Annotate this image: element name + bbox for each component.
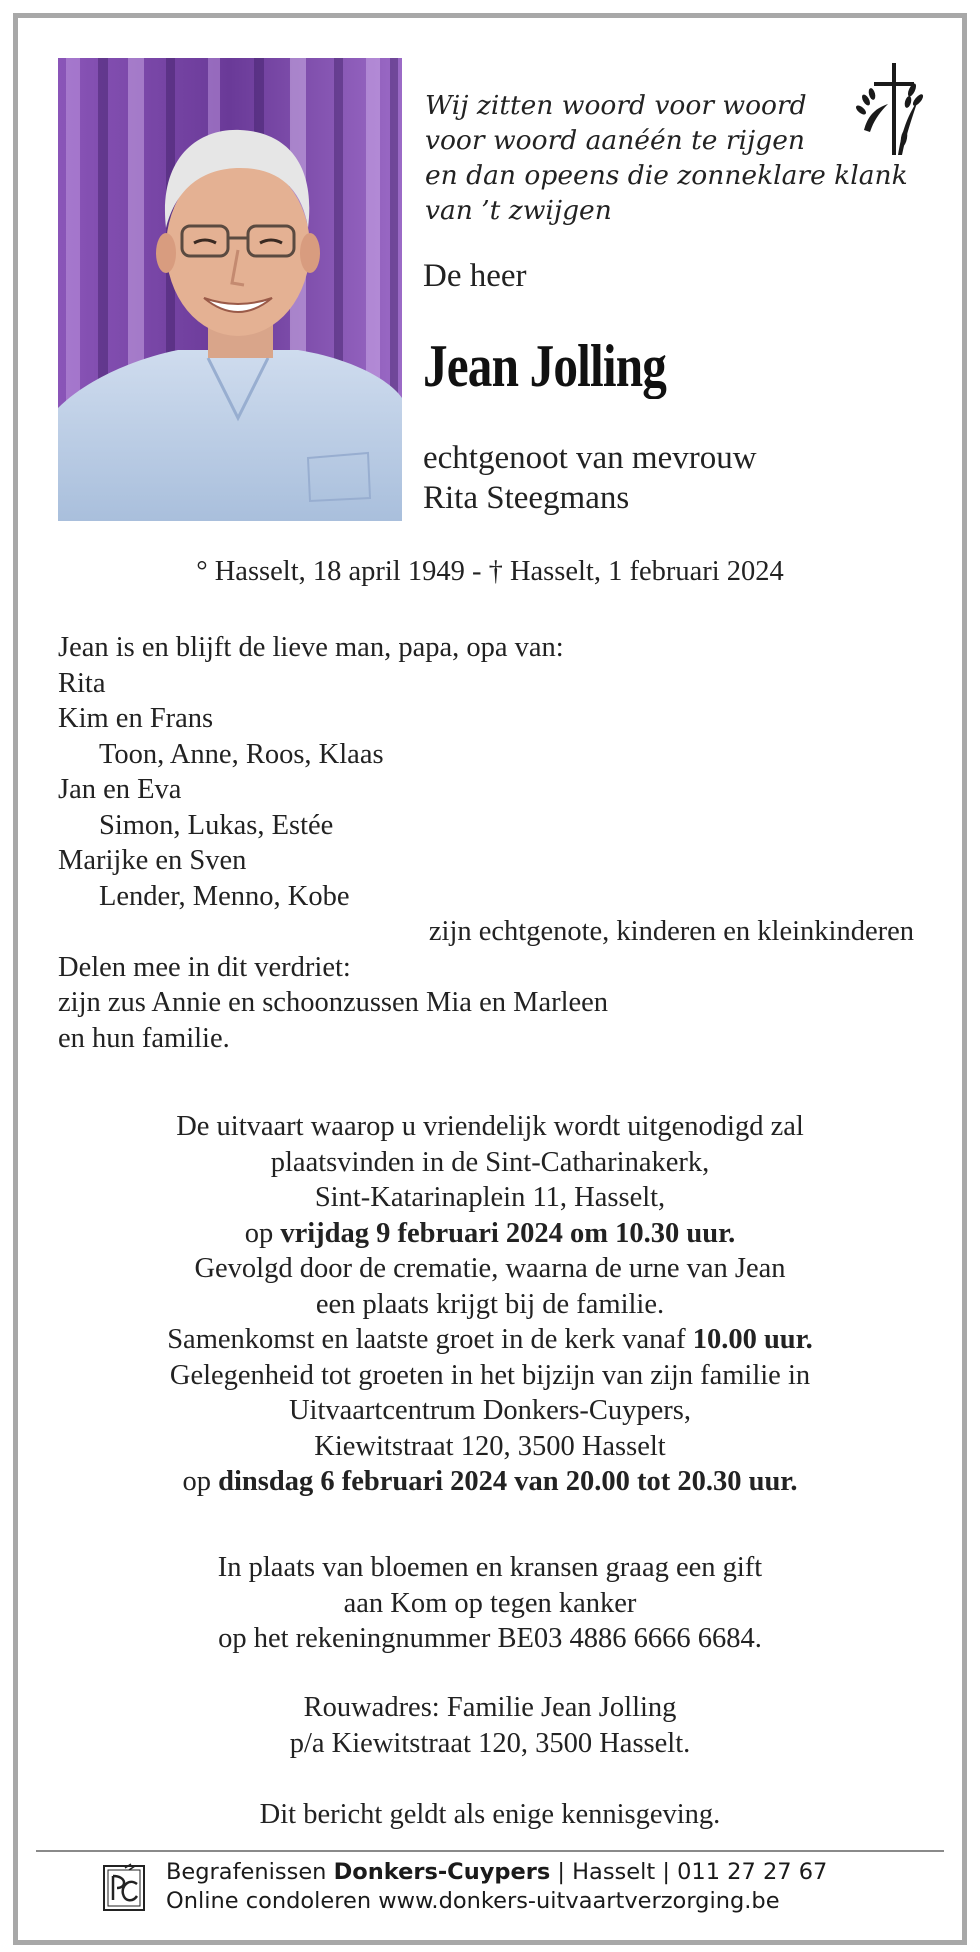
family-line: Jan en Eva xyxy=(58,774,182,805)
donkers-cuypers-logo xyxy=(101,1862,147,1914)
poem xyxy=(425,88,908,228)
visitation-prefix: op xyxy=(182,1466,219,1497)
poem-line: en dan opeens die zonneklare klank xyxy=(425,160,908,191)
footer-company-prefix: Begrafenissen xyxy=(166,1859,334,1885)
notice xyxy=(0,1797,980,1833)
funeral-line: Gelegenheid tot groeten in het bijzijn van zijn familie in xyxy=(169,1359,811,1391)
funeral-date-prefix: op xyxy=(244,1217,281,1249)
honorific: De heer xyxy=(423,258,527,294)
spouse-info xyxy=(423,438,757,518)
portrait-photo xyxy=(58,58,402,521)
spouse-line: echtgenoot van mevrouw xyxy=(423,440,757,476)
funeral-line: Uitvaartcentrum Donkers-Cuypers, xyxy=(288,1395,692,1426)
mourning-address xyxy=(0,1690,980,1761)
donation-line: op het rekeningnummer BE03 4886 6666 6684. xyxy=(218,1623,762,1654)
funeral-line: Kiewitstraat 120, 3500 Hasselt xyxy=(314,1430,666,1462)
family-intro: Jean is en blijft de lieve man, papa, opa van: xyxy=(58,632,564,663)
funeral-line: een plaats krijgt bij de familie. xyxy=(315,1288,665,1320)
family-list xyxy=(58,630,918,1056)
family-line: en hun familie. xyxy=(58,1022,230,1054)
address-line: p/a Kiewitstraat 120, 3500 Hasselt. xyxy=(289,1727,691,1759)
visitation-time: dinsdag 6 februari 2024 van 20.00 tot 20.30 uur. xyxy=(218,1466,798,1497)
footer-line-company xyxy=(166,1858,827,1887)
footer-contact: | Hasselt | 011 27 27 67 xyxy=(550,1859,828,1885)
funeral-line: Gevolgd door de crematie, waarna de urne van Jean xyxy=(194,1253,786,1284)
donation-line: aan Kom op tegen kanker xyxy=(343,1587,637,1619)
grandchildren-line: Simon, Lukas, Estée xyxy=(99,809,334,841)
footer-company-name: Donkers-Cuypers xyxy=(333,1859,551,1885)
grandchildren-line: Lender, Menno, Kobe xyxy=(99,880,350,912)
gathering-line xyxy=(0,1322,980,1358)
visitation-line xyxy=(0,1464,980,1500)
footer-divider xyxy=(36,1850,944,1852)
family-line: zijn zus Annie en schoonzussen Mia en Marleen xyxy=(58,987,609,1018)
funeral-details xyxy=(0,1109,980,1500)
donation-info xyxy=(0,1550,980,1657)
poem-line: van ’t zwijgen xyxy=(425,195,612,226)
family-line: Rita xyxy=(58,667,106,699)
donation-line: In plaats van bloemen en kransen graag een gift xyxy=(217,1552,763,1583)
gathering-prefix: Samenkomst en laatste groet in de kerk vanaf xyxy=(167,1324,693,1355)
deceased-name: Jean Jolling xyxy=(423,333,667,399)
family-summary: zijn echtgenote, kinderen en kleinkinderen xyxy=(428,916,914,947)
funeral-date: vrijdag 9 februari 2024 om 10.30 uur. xyxy=(280,1217,736,1249)
family-line: Marijke en Sven xyxy=(58,845,247,876)
cross-with-wheat-icon xyxy=(852,60,926,160)
gathering-time: 10.00 uur. xyxy=(692,1324,813,1355)
funeral-line: Sint-Katarinaplein 11, Hasselt, xyxy=(314,1182,666,1213)
address-line: Rouwadres: Familie Jean Jolling xyxy=(303,1692,677,1723)
funeral-line: De uitvaart waarop u vriendelijk wordt uitgenodigd zal xyxy=(176,1111,804,1142)
spouse-line: Rita Steegmans xyxy=(423,480,630,516)
footer-line-website: Online condoleren www.donkers-uitvaartverzorging.be xyxy=(166,1888,780,1914)
footer xyxy=(166,1858,827,1916)
grandchildren-line: Toon, Anne, Roos, Klaas xyxy=(99,738,384,770)
family-line: Delen mee in dit verdriet: xyxy=(58,951,351,983)
funeral-line: plaatsvinden in de Sint-Catharinakerk, xyxy=(270,1146,710,1178)
notice-text: Dit bericht geldt als enige kennisgeving. xyxy=(259,1799,721,1830)
family-line: Kim en Frans xyxy=(58,703,214,734)
birth-death-dates: ° Hasselt, 18 april 1949 - † Hasselt, 1 februari 2024 xyxy=(196,556,784,587)
funeral-date-line xyxy=(0,1216,980,1252)
poem-line: Wij zitten woord voor woord xyxy=(425,90,807,121)
poem-line: voor woord aanéén te rijgen xyxy=(425,125,805,156)
